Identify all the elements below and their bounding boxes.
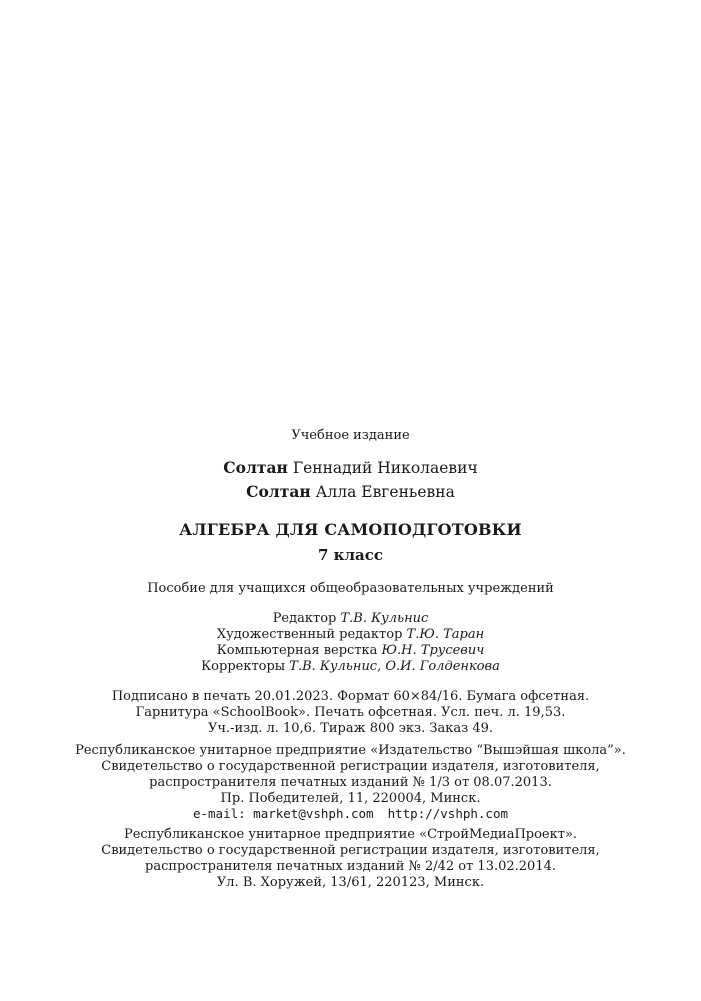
publisher-line: распространителя печатных изданий № 1/3 от 08.07.2013. bbox=[149, 775, 552, 790]
publisher-website: http://vshph.com bbox=[387, 806, 509, 821]
author-1-given-name: Геннадий Николаевич bbox=[292, 459, 478, 477]
staff-name: Ю.Н. Трусевич bbox=[381, 643, 485, 658]
printer-line: Республиканское унитарное предприятие «СтройМедиаПроект». bbox=[123, 827, 578, 842]
staff-art-editor bbox=[0, 628, 701, 641]
publisher-line: Республиканское унитарное предприятие «Издательство “Вышэйшая школа”». bbox=[75, 743, 626, 758]
author-1 bbox=[0, 460, 701, 477]
staff-role: Редактор bbox=[272, 611, 337, 626]
author-2-surname: Солтан bbox=[246, 482, 311, 501]
publisher-contacts bbox=[0, 808, 701, 821]
publisher-line: Свидетельство о государственной регистрации издателя, изготовителя, bbox=[101, 759, 600, 774]
staff-editor bbox=[0, 612, 701, 625]
printer-line: распространителя печатных изданий № 2/42 от 13.02.2014. bbox=[145, 859, 556, 874]
author-2-given-name: Алла Евгеньевна bbox=[315, 483, 455, 501]
staff-role: Компьютерная верстка bbox=[216, 643, 378, 658]
imprint-line: Подписано в печать 20.01.2023. Формат 60×84/16. Бумага офсетная. bbox=[111, 689, 590, 704]
printer-line: Свидетельство о государственной регистрации издателя, изготовителя, bbox=[101, 843, 600, 858]
staff-layout bbox=[0, 644, 701, 657]
imprint-line: Уч.-изд. л. 10,6. Тираж 800 экз. Заказ 49. bbox=[207, 721, 494, 736]
publisher-email: e-mail: market@vshph.com bbox=[192, 806, 374, 821]
staff-role: Корректоры bbox=[201, 659, 286, 674]
staff-name: Т.В. Кульнис bbox=[340, 611, 429, 626]
staff-name: Т.Ю. Таран bbox=[406, 627, 485, 642]
purpose-note: Пособие для учащихся общеобразовательных учреждений bbox=[147, 581, 554, 596]
staff-name: Т.В. Кульнис, О.И. Голденкова bbox=[289, 659, 500, 674]
book-title: АЛГЕБРА ДЛЯ САМОПОДГОТОВКИ bbox=[179, 520, 522, 539]
edition-type: Учебное издание bbox=[291, 428, 410, 443]
imprint-line: Гарнитура «SchoolBook». Печать офсетная. Усл. печ. л. 19,53. bbox=[135, 705, 566, 720]
grade-label: 7 класс bbox=[317, 546, 384, 564]
publisher-address: Пр. Победителей, 11, 220004, Минск. bbox=[220, 791, 481, 806]
printer-address: Ул. В. Хоружей, 13/61, 220123, Минск. bbox=[216, 875, 485, 890]
staff-proofreaders bbox=[0, 660, 701, 673]
staff-role: Художественный редактор bbox=[216, 627, 403, 642]
author-2 bbox=[0, 484, 701, 501]
author-1-surname: Солтан bbox=[223, 458, 288, 477]
